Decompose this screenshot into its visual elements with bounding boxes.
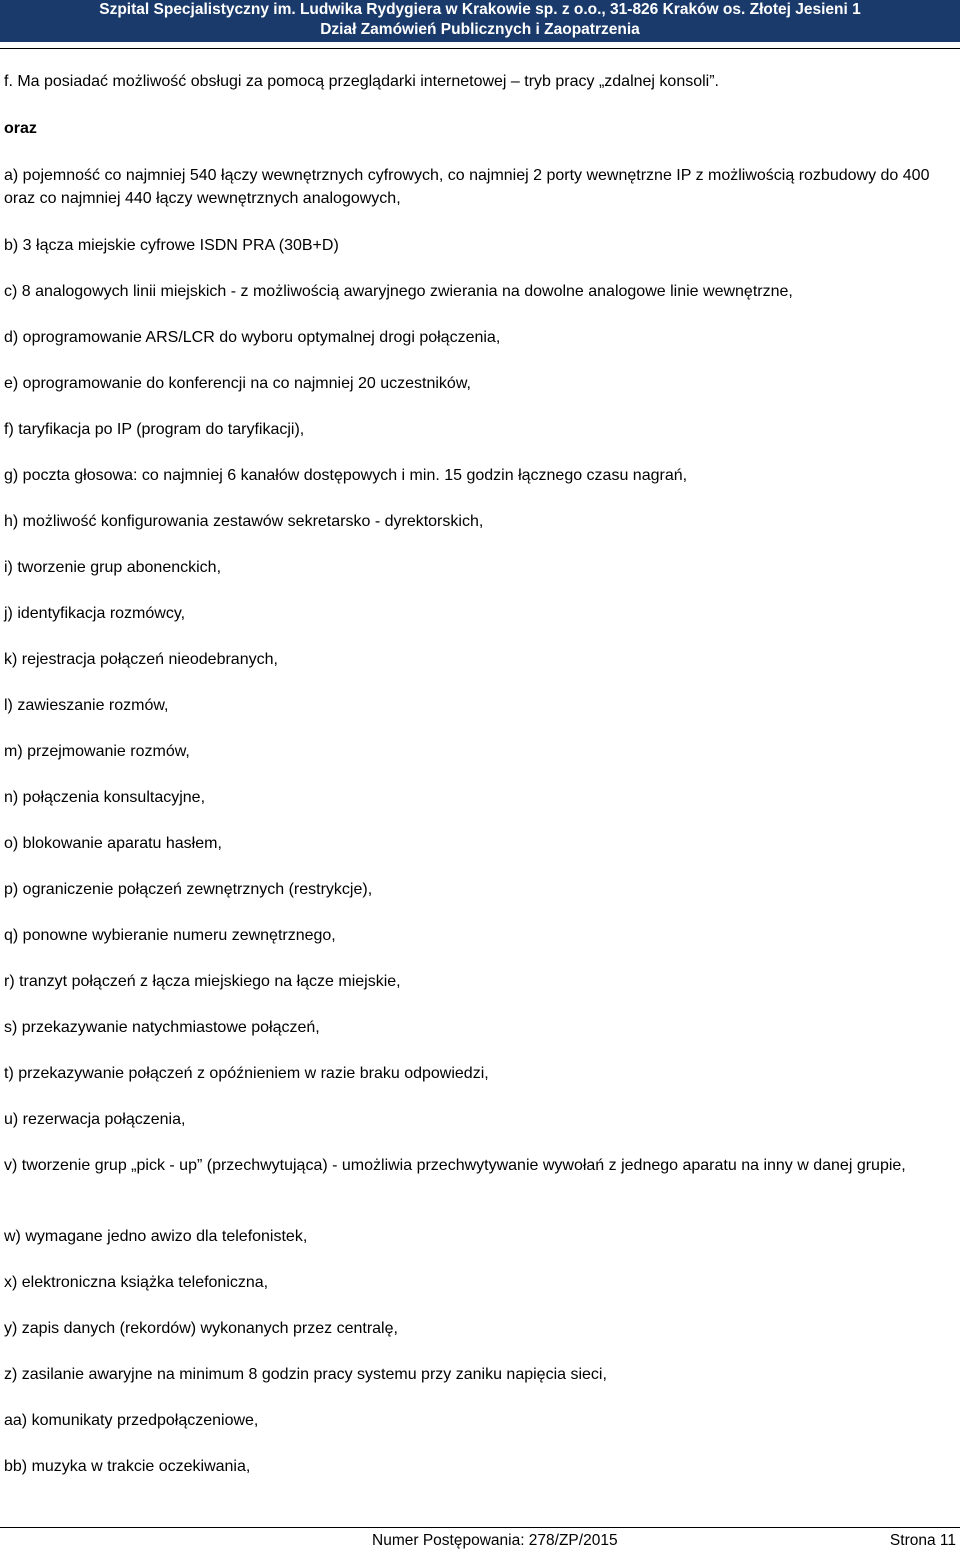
list-item-e: e) oprogramowanie do konferencji na co najmniej 20 uczestników, (4, 375, 471, 392)
list-item-y: y) zapis danych (rekordów) wykonanych przez centralę, (4, 1320, 398, 1337)
list-item-c: c) 8 analogowych linii miejskich - z możliwością awaryjnego zwierania na dowolne analogowe linie wewnętrzne, (4, 283, 793, 300)
list-item-r: r) tranzyt połączeń z łącza miejskiego na łącze miejskie, (4, 973, 401, 990)
list-item-x: x) elektroniczna książka telefoniczna, (4, 1274, 269, 1291)
list-item-j: j) identyfikacja rozmówcy, (4, 605, 186, 622)
list-item-z: z) zasilanie awaryjne na minimum 8 godzin pracy systemu przy zaniku napięcia sieci, (4, 1366, 607, 1383)
list-item-b: b) 3 łącza miejskie cyfrowe ISDN PRA (30B+D) (4, 237, 339, 254)
list-item-s: s) przekazywanie natychmiastowe połączeń, (4, 1019, 320, 1036)
list-item-m: m) przejmowanie rozmów, (4, 743, 190, 760)
list-item-t: t) przekazywanie połączeń z opóźnieniem w razie braku odpowiedzi, (4, 1065, 489, 1082)
list-item-o: o) blokowanie aparatu hasłem, (4, 835, 222, 852)
page-header (0, 0, 960, 42)
footer-divider (0, 1527, 960, 1528)
header-institution: Szpital Specjalistyczny im. Ludwika Rydygiera w Krakowie sp. z o.o., 31-826 Kraków os. Złotej Jesieni 1 (99, 1, 861, 18)
list-item-a: a) pojemność co najmniej 540 łączy wewnętrznych cyfrowych, co najmniej 2 porty wewnętrzne IP z możliwością rozbudowy do 400 oraz co najmniej 440 łączy wewnętrznych analogowych, (4, 167, 930, 207)
header-divider (0, 48, 960, 49)
footer-case-number: Numer Postępowania: 278/ZP/2015 (372, 1532, 618, 1549)
list-item-d: d) oprogramowanie ARS/LCR do wyboru optymalnej drogi połączenia, (4, 329, 501, 346)
list-item-g: g) poczta głosowa: co najmniej 6 kanałów dostępowych i min. 15 godzin łącznego czasu nagrań, (4, 467, 688, 484)
list-item-l: l) zawieszanie rozmów, (4, 697, 169, 714)
list-item-w: w) wymagane jedno awizo dla telefonistek, (4, 1228, 308, 1245)
paragraph-f: f. Ma posiadać możliwość obsługi za pomocą przeglądarki internetowej – tryb pracy „zdalnej konsoli”. (4, 73, 719, 90)
list-item-bb: bb) muzyka w trakcie oczekiwania, (4, 1458, 251, 1475)
list-item-u: u) rezerwacja połączenia, (4, 1111, 186, 1128)
footer-page-number: Strona 11 (889, 1532, 956, 1549)
header-department: Dział Zamówień Publicznych i Zaopatrzenia (320, 21, 640, 38)
list-item-q: q) ponowne wybieranie numeru zewnętrznego, (4, 927, 336, 944)
paragraph-oraz: oraz (4, 120, 37, 137)
list-item-i: i) tworzenie grup abonenckich, (4, 559, 222, 576)
list-item-f: f) taryfikacja po IP (program do taryfikacji), (4, 421, 305, 438)
list-item-n: n) połączenia konsultacyjne, (4, 789, 206, 806)
list-item-aa: aa) komunikaty przedpołączeniowe, (4, 1412, 259, 1429)
list-item-k: k) rejestracja połączeń nieodebranych, (4, 651, 278, 668)
list-item-v: v) tworzenie grup „pick - up” (przechwytująca) - umożliwia przechwytywanie wywołań z jednego aparatu na inny w danej grupie, (4, 1157, 906, 1174)
list-item-h: h) możliwość konfigurowania zestawów sekretarsko - dyrektorskich, (4, 513, 484, 530)
list-item-p: p) ograniczenie połączeń zewnętrznych (restrykcje), (4, 881, 373, 898)
